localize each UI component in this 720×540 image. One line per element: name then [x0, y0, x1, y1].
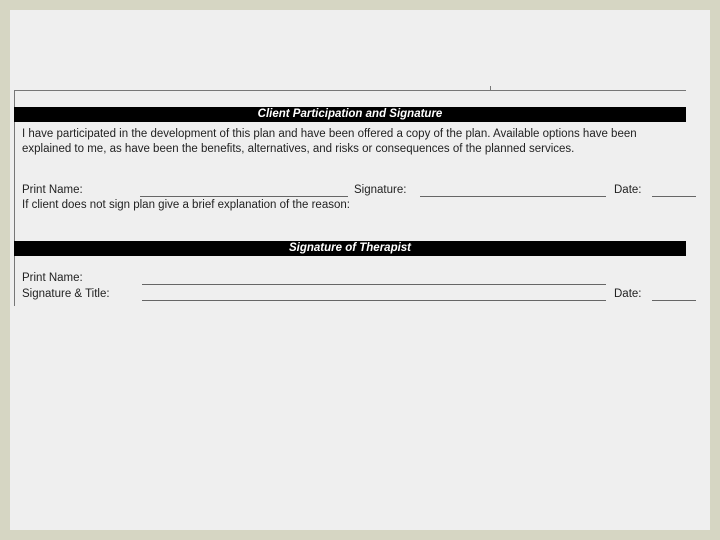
form-top-rule [14, 90, 490, 91]
client-signature-field[interactable] [420, 196, 606, 197]
form-top-rule-right [490, 90, 686, 91]
client-section-header: Client Participation and Signature [14, 107, 686, 122]
client-date-field[interactable] [652, 196, 696, 197]
client-print-name-field[interactable] [140, 196, 348, 197]
therapist-signature-title-label: Signature & Title: [22, 288, 110, 300]
therapist-section-header: Signature of Therapist [14, 241, 686, 256]
client-print-name-label: Print Name: [22, 184, 83, 196]
client-date-label: Date: [614, 184, 642, 196]
client-no-sign-explanation-label: If client does not sign plan give a brief explanation of the reason: [22, 199, 350, 211]
therapist-print-name-field[interactable] [142, 284, 606, 285]
therapist-print-name-label: Print Name: [22, 272, 83, 284]
therapist-date-field[interactable] [652, 300, 696, 301]
client-signature-label: Signature: [354, 184, 407, 196]
form-top-tick [490, 86, 491, 91]
therapist-signature-title-field[interactable] [142, 300, 606, 301]
client-statement: I have participated in the development of this plan and have been offered a copy of the plan. Available options have been explained to me, as have been the benefits, alternatives, and risks or consequences of the planned services. [22, 128, 637, 155]
therapist-date-label: Date: [614, 288, 642, 300]
